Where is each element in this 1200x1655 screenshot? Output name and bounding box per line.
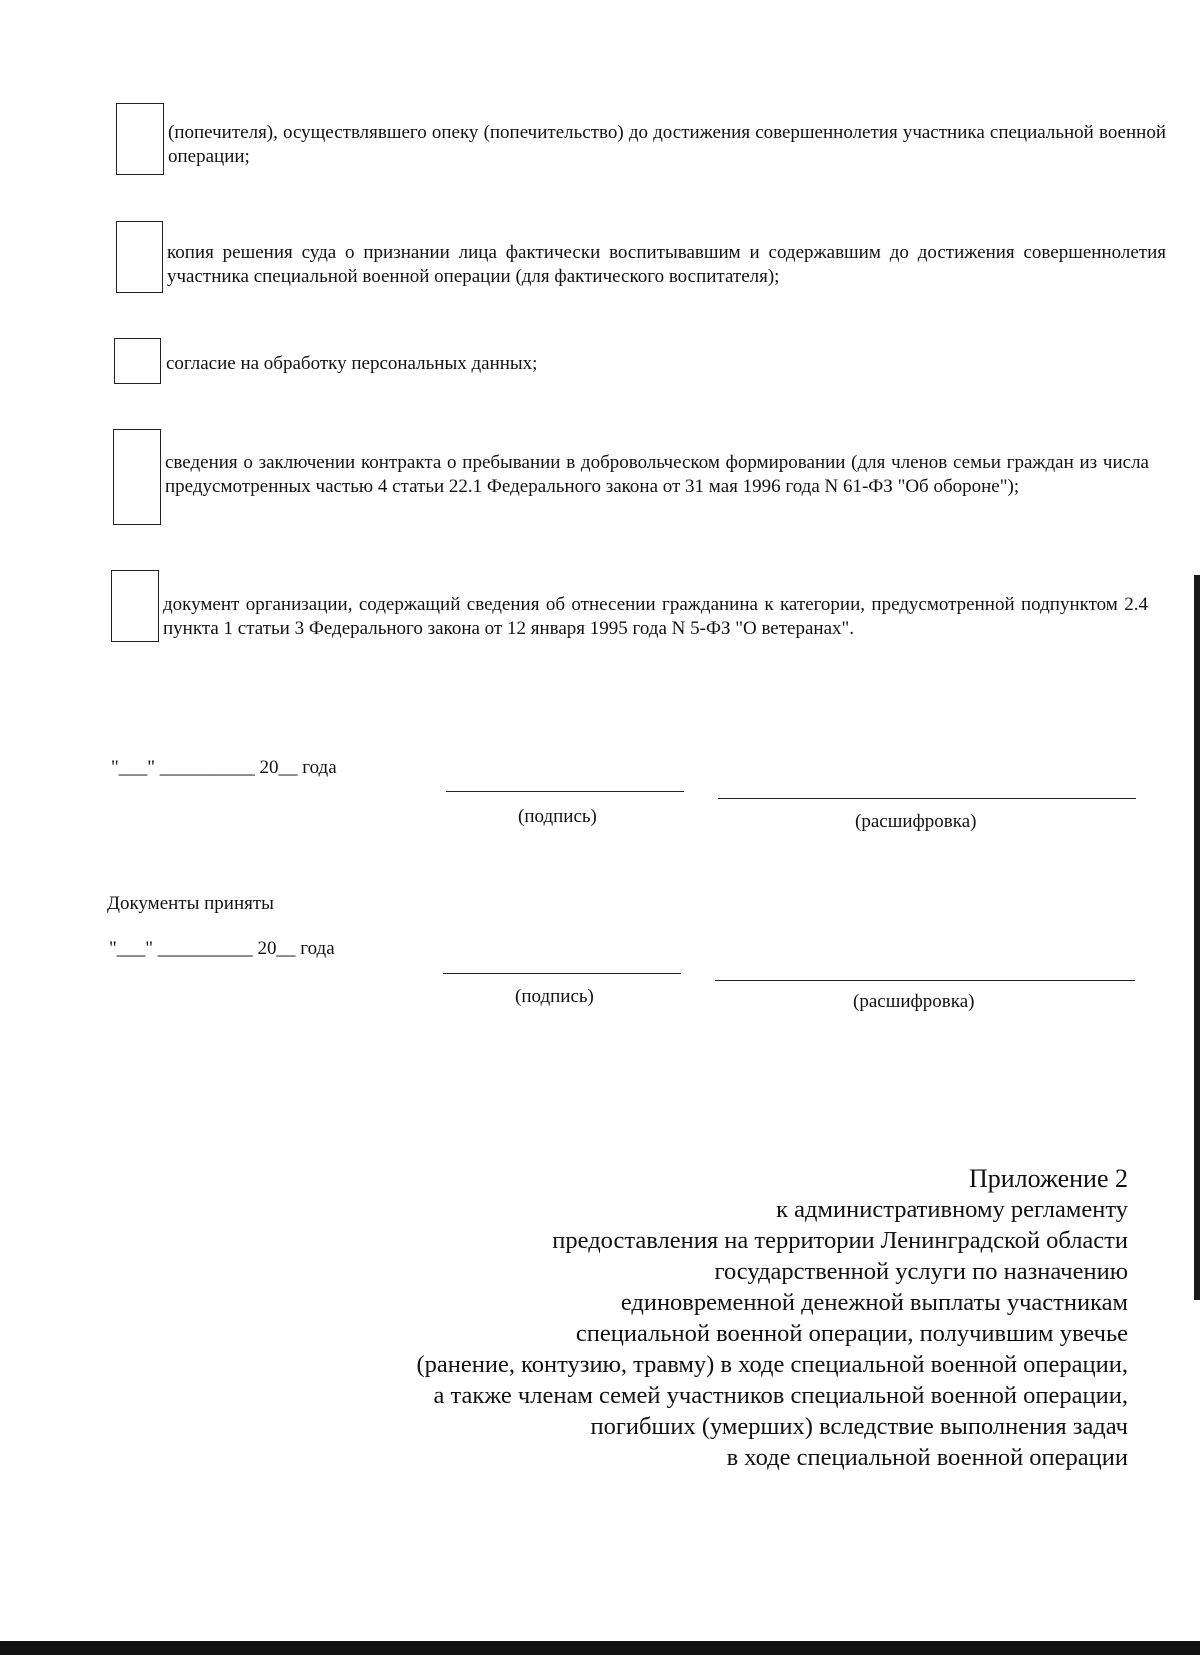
acceptance-heading: Документы приняты: [107, 893, 274, 914]
scan-edge-bottom: [0, 1641, 1200, 1655]
appendix-line: к административному регламенту: [776, 1196, 1128, 1223]
acceptance-signature-line[interactable]: [443, 973, 681, 974]
appendix-line: специальной военной операции, получившим увечье: [575, 1320, 1128, 1347]
appendix-line: единовременной денежной выплаты участникам: [620, 1289, 1128, 1316]
appendix-line: (ранение, контузию, травму) в ходе специальной военной операции,: [416, 1351, 1128, 1378]
checklist-item-1-text: (попечителя), осуществлявшего опеку (попечительство) до достижения совершеннолетия участника специальной военной операции;: [168, 122, 1166, 167]
checklist-item-3-text: согласие на обработку персональных данных;: [166, 353, 538, 374]
applicant-decoding-line[interactable]: [718, 798, 1136, 799]
appendix-line: а также членам семей участников специальной военной операции,: [433, 1382, 1128, 1409]
acceptance-decoding-caption: (расшифровка): [853, 991, 975, 1012]
checklist-item-2-text: копия решения суда о признании лица фактически воспитывавшим и содержавшим до достижения совершеннолетия участника специальной военной операции (для фактического воспитателя);: [167, 242, 1166, 287]
applicant-signature-caption: (подпись): [518, 806, 597, 827]
acceptance-signature-caption: (подпись): [515, 986, 594, 1007]
checkbox-item-1[interactable]: [116, 103, 164, 175]
appendix-line: государственной услуги по назначению: [714, 1258, 1128, 1285]
applicant-date-line[interactable]: "___" __________ 20__ года: [111, 757, 337, 778]
checklist-item-5-text: документ организации, содержащий сведения об отнесении гражданина к категории, предусмотренной подпунктом 2.4 пункта 1 статьи 3 Федерального закона от 12 января 1995 года N 5-ФЗ "О ветеранах".: [163, 594, 1148, 639]
checklist-item-4-text: сведения о заключении контракта о пребывании в добровольческом формировании (для членов семьи граждан из числа предусмотренных частью 4 статьи 22.1 Федерального закона от 31 мая 1996 года N 61-ФЗ "Об обороне");: [165, 452, 1149, 497]
applicant-decoding-caption: (расшифровка): [855, 811, 977, 832]
appendix-line: погибших (умерших) вследствие выполнения задач: [590, 1413, 1128, 1440]
acceptance-date-line[interactable]: "___" __________ 20__ года: [109, 938, 335, 959]
checkbox-item-2[interactable]: [116, 221, 163, 293]
appendix-title: Приложение 2: [968, 1164, 1128, 1193]
acceptance-decoding-line[interactable]: [715, 980, 1135, 981]
scan-edge-right: [1194, 575, 1200, 1300]
appendix-line: в ходе специальной военной операции: [726, 1444, 1128, 1471]
checkbox-item-3[interactable]: [114, 338, 161, 384]
appendix-line: предоставления на территории Ленинградской области: [552, 1227, 1128, 1254]
checkbox-item-5[interactable]: [111, 570, 159, 642]
appendix-heading: [228, 1163, 1128, 1473]
applicant-signature-line[interactable]: [446, 791, 684, 792]
checkbox-item-4[interactable]: [113, 429, 161, 525]
